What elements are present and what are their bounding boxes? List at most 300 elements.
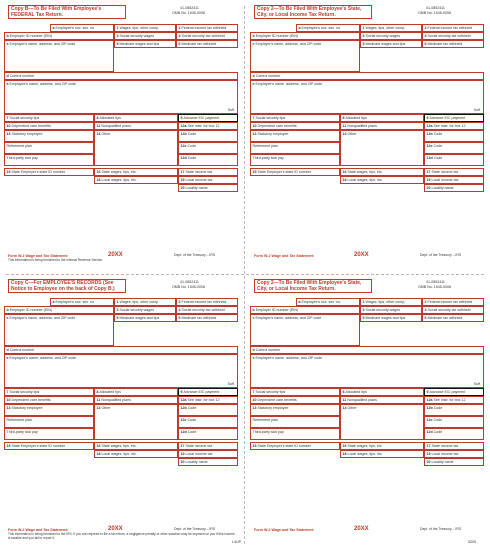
box-label: See instr. for box 12 [187,123,220,128]
box-b16[interactable] [94,168,178,176]
box-label: State income tax [431,443,459,448]
box-b8[interactable] [94,388,178,396]
box-number: 14 [342,405,347,410]
box-label: Federal income tax withheld [427,299,473,304]
box-number: 10 [252,397,257,402]
suffix-label: Suff. [473,107,481,112]
box-number: 7 [6,389,9,394]
box-number: 1 [362,299,365,304]
box-b18[interactable] [340,176,424,184]
box-b18[interactable] [340,450,424,458]
box-number: 4 [424,307,427,312]
box-label: Medicare wages and tips [365,41,406,46]
box-e[interactable] [4,80,238,114]
box-b8[interactable] [94,114,178,122]
box-b1[interactable] [114,298,176,306]
box-number: 16 [96,443,101,448]
omb-number: OMB No. 1545-0008 [172,11,205,15]
horizontal-perforation [6,274,484,275]
tax-year: 20XX [354,526,369,532]
box-label: Social security tax withheld [427,33,471,38]
box-number: 12c [180,417,187,422]
box-label: Local wages, tips, etc. [347,177,383,182]
box-label: Locality name [431,185,454,190]
box-label: Employer's name, address, and ZIP code [255,315,322,320]
box-b8[interactable] [340,388,424,396]
box-b7[interactable] [4,114,94,122]
box-b14[interactable] [340,130,424,166]
box-label: Nonqualified plans [101,397,131,402]
box-b20[interactable] [424,458,484,466]
box-b9[interactable] [178,388,238,396]
box-label: Employee's soc. sec. no. [55,299,96,304]
box-number: 18 [96,451,101,456]
box-number: 4 [178,33,181,38]
box-b13b[interactable] [4,416,94,428]
box-b18[interactable] [94,450,178,458]
box-label: Social security wages [119,33,155,38]
box-label: Employer ID number (EIN) [255,33,299,38]
box-c12d[interactable] [178,154,238,166]
box-label: Local income tax [185,177,213,182]
box-b[interactable] [250,306,360,314]
box-label: Other [101,405,111,410]
department: Dept. of the Treasury – IRS [174,253,216,257]
box-c12c[interactable] [178,416,238,428]
box-b12a[interactable] [424,396,484,404]
box-label: Code [187,429,197,434]
box-label: Code [187,155,197,160]
box-b17[interactable] [424,168,484,176]
w2-copy-4 [250,278,484,540]
box-b5[interactable] [360,40,422,48]
box-b6[interactable] [176,40,238,48]
box-b13c[interactable] [250,428,340,440]
box-b14[interactable] [94,404,178,440]
box-d[interactable] [4,346,238,354]
copy-footer [8,528,238,538]
box-label: Medicare wages and tips [365,315,406,320]
box-b13c[interactable] [250,154,340,166]
box-a[interactable] [50,298,114,306]
box-b6[interactable] [422,314,484,322]
box-number: d [6,73,9,78]
box-b11[interactable] [340,122,424,130]
box-b9[interactable] [424,114,484,122]
box-c12d[interactable] [424,428,484,440]
box-label: Code [433,417,443,422]
box-b2[interactable] [176,24,238,32]
w2-copy-3 [4,278,238,540]
box-b3[interactable] [114,32,176,40]
box-b5[interactable] [114,314,176,322]
box-number: 5 [362,315,365,320]
copy-title: Copy C—For EMPLOYEE'S RECORDS (See Notice to Employee on the back of Copy B.) [8,279,126,293]
box-number: 18 [342,451,347,456]
box-d[interactable] [250,346,484,354]
box-a[interactable] [296,298,360,306]
box-b15[interactable] [4,442,94,450]
box-b13b[interactable] [250,416,340,428]
box-number: 15 [252,443,257,448]
box-b13b[interactable] [250,142,340,154]
box-e[interactable] [250,80,484,114]
suffix-label: Suff. [227,381,235,386]
box-label: Social security tips [255,389,286,394]
box-number: 1 [362,25,365,30]
box-b12a[interactable] [178,396,238,404]
box-b4[interactable] [176,306,238,314]
box-label: Third-party sick pay [252,429,284,434]
box-b13a[interactable] [4,130,94,142]
box-number: b [6,33,9,38]
box-number: 9 [180,115,183,120]
box-label: Code [433,131,443,136]
box-number: 9 [426,115,429,120]
box-label: Third-party sick pay [6,429,38,434]
box-label: Employee's soc. sec. no. [301,299,342,304]
box-label: Employer ID number (EIN) [9,307,53,312]
box-label: Social security wages [119,307,155,312]
box-label: Other [101,131,111,136]
copy-footer [254,528,484,538]
box-b11[interactable] [94,396,178,404]
box-label: Third-party sick pay [6,155,38,160]
box-c12c[interactable] [424,416,484,428]
box-label: Advance EIC payment [183,389,220,394]
tax-year: 20XX [108,252,123,258]
box-number: 7 [252,389,255,394]
box-label: Employee's name, address, and ZIP code [9,355,77,360]
box-label: Social security tips [9,115,40,120]
box-label: Nonqualified plans [347,123,377,128]
box-label: Locality name [431,459,454,464]
box-number: c [252,41,255,46]
box-b[interactable] [4,306,114,314]
box-number: 17 [426,443,431,448]
box-label: Employer's name, address, and ZIP code [9,41,76,46]
box-number: 10 [252,123,257,128]
box-number: c [252,315,255,320]
box-number: d [6,347,9,352]
box-label: Advance EIC payment [429,115,466,120]
box-number: b [252,33,255,38]
copy-title: Copy B—To Be Filed With Employee's FEDERAL Tax Return. [8,5,126,19]
department: Dept. of the Treasury – IRS [174,527,216,531]
box-label: Code [433,155,443,160]
box-label: Social security wages [365,33,401,38]
box-number: 8 [96,389,99,394]
box-number: a [298,299,301,304]
box-e[interactable] [4,354,238,388]
box-b11[interactable] [94,122,178,130]
box-label: Medicare tax withheld [181,315,217,320]
box-label: Wages, tips, other comp. [365,25,406,30]
box-b17[interactable] [178,442,238,450]
box-number: e [252,81,255,86]
box-b15[interactable] [4,168,94,176]
form-code: 41-0852411 [180,280,199,284]
box-b4[interactable] [422,306,484,314]
box-label: Statutory employee [257,405,289,410]
box-label: Local wages, tips, etc. [347,451,383,456]
copy-title: Copy 2—To Be Filed With Employee's State, City, or Local Income Tax Return. [254,279,372,293]
form-name: Form W-2 Wage and Tax Statement [254,254,314,258]
box-label: Employer ID number (EIN) [255,307,299,312]
box-label: Employer's name, address, and ZIP code [9,315,76,320]
box-c12b[interactable] [424,130,484,142]
box-b7[interactable] [250,388,340,396]
vertical-perforation [244,6,245,544]
box-b16[interactable] [340,168,424,176]
box-b3[interactable] [360,32,422,40]
box-b9[interactable] [178,114,238,122]
box-b19[interactable] [178,176,238,184]
box-number: 9 [426,389,429,394]
box-label: Employee's name, address, and ZIP code [255,355,323,360]
box-e[interactable] [250,354,484,388]
box-d[interactable] [4,72,238,80]
department: Dept. of the Treasury – IRS [420,253,462,257]
box-b1[interactable] [114,24,176,32]
box-label: Employee's soc. sec. no. [55,25,96,30]
box-number: 17 [180,443,185,448]
box-number: e [6,81,9,86]
box-number: d [252,73,255,78]
box-c[interactable] [250,40,360,72]
box-label: Dependent care benefits [257,123,297,128]
box-b14[interactable] [340,404,424,440]
box-b5[interactable] [114,40,176,48]
box-b8[interactable] [340,114,424,122]
box-number: 6 [178,41,181,46]
w2-copy-2 [250,4,484,266]
form-name: Form W-2 Wage and Tax Statement [8,254,68,258]
box-number: 11 [342,123,347,128]
box-number: 15 [6,443,11,448]
box-b14[interactable] [94,130,178,166]
box-b5[interactable] [360,314,422,322]
box-number: b [252,307,255,312]
box-label: Allocated tips [345,389,367,394]
box-label: Code [433,405,443,410]
box-b12a[interactable] [424,122,484,130]
box-label: Federal income tax withheld [427,25,473,30]
box-number: 1 [116,299,119,304]
box-c[interactable] [4,314,114,346]
box-number: 2 [424,299,427,304]
box-b15[interactable] [250,168,340,176]
box-number: 2 [424,25,427,30]
box-label: Employee's name, address, and ZIP code [9,81,77,86]
tax-year: 20XX [108,526,123,532]
box-number: 18 [342,177,347,182]
box-b6[interactable] [422,40,484,48]
box-b1[interactable] [360,24,422,32]
box-b3[interactable] [114,306,176,314]
box-b10[interactable] [4,122,94,130]
box-a[interactable] [296,24,360,32]
box-label: Social security tax withheld [181,307,225,312]
box-number: 6 [424,315,427,320]
box-label: Medicare wages and tips [119,41,160,46]
box-b11[interactable] [340,396,424,404]
box-b13a[interactable] [250,404,340,416]
box-d[interactable] [250,72,484,80]
box-b13c[interactable] [4,428,94,440]
box-number: 13 [252,405,257,410]
box-number: 13 [252,131,257,136]
box-number: 20 [426,459,431,464]
box-label: Retirement plan [6,143,32,148]
box-c12b[interactable] [178,404,238,416]
box-b[interactable] [250,32,360,40]
box-number: 16 [342,443,347,448]
box-b7[interactable] [4,388,94,396]
box-b16[interactable] [94,442,178,450]
box-c12d[interactable] [178,428,238,440]
box-number: 12d [180,155,187,160]
box-label: Dependent care benefits [11,397,51,402]
w2-copy-1 [4,4,238,266]
box-b13c[interactable] [4,154,94,166]
box-b2[interactable] [176,298,238,306]
box-label: Medicare tax withheld [181,41,217,46]
omb-number: OMB No. 1545-0008 [418,285,451,289]
box-label: Other [347,131,357,136]
box-b6[interactable] [176,314,238,322]
box-c12b[interactable] [424,404,484,416]
box-label: Allocated tips [345,115,367,120]
tax-year: 20XX [354,252,369,258]
box-a[interactable] [50,24,114,32]
box-label: See instr. for box 12 [187,397,220,402]
box-b9[interactable] [424,388,484,396]
box-b3[interactable] [360,306,422,314]
box-number: 20 [180,459,185,464]
box-c12c[interactable] [424,142,484,154]
copy-footer [8,254,238,264]
box-b4[interactable] [422,32,484,40]
box-b16[interactable] [340,442,424,450]
box-b19[interactable] [424,176,484,184]
box-label: State wages, tips, etc. [101,443,137,448]
box-number: 12b [426,131,433,136]
box-b15[interactable] [250,442,340,450]
box-c12d[interactable] [424,154,484,166]
box-b20[interactable] [424,184,484,192]
box-number: 4 [178,307,181,312]
box-label: Control number [255,73,281,78]
box-label: State Employer's state ID number [257,169,312,174]
box-b2[interactable] [422,298,484,306]
box-b17[interactable] [424,442,484,450]
box-b2[interactable] [422,24,484,32]
box-number: 13 [6,405,11,410]
box-label: State wages, tips, etc. [347,169,383,174]
box-b13a[interactable] [4,404,94,416]
box-b19[interactable] [178,450,238,458]
box-c[interactable] [250,314,360,346]
box-label: Allocated tips [99,115,121,120]
box-number: 3 [116,307,119,312]
box-b12a[interactable] [178,122,238,130]
box-number: 12c [180,143,187,148]
box-number: e [252,355,255,360]
copy-header [250,278,484,298]
suffix-label: Suff. [473,381,481,386]
box-b10[interactable] [250,122,340,130]
box-b20[interactable] [178,458,238,466]
box-label: Local wages, tips, etc. [101,177,137,182]
box-number: 12a [426,397,433,402]
box-label: Local income tax [431,177,459,182]
box-c12b[interactable] [178,130,238,142]
box-label: Local income tax [431,451,459,456]
box-c12c[interactable] [178,142,238,154]
box-label: Employee's name, address, and ZIP code [255,81,323,86]
box-c[interactable] [4,40,114,72]
box-number: 12d [426,429,433,434]
box-number: 5 [362,41,365,46]
box-label: Control number [255,347,281,352]
box-label: State income tax [185,169,213,174]
box-b19[interactable] [424,450,484,458]
box-number: 1 [116,25,119,30]
box-number: 20 [180,185,185,190]
box-b13a[interactable] [250,130,340,142]
box-number: 7 [252,115,255,120]
box-number: 12a [180,397,187,402]
box-b10[interactable] [250,396,340,404]
box-label: Wages, tips, other comp. [119,25,160,30]
omb-number: OMB No. 1545-0008 [418,11,451,15]
box-number: a [52,299,55,304]
box-b7[interactable] [250,114,340,122]
box-b18[interactable] [94,176,178,184]
form-name: Form W-2 Wage and Tax Statement [8,528,68,532]
box-label: Medicare wages and tips [119,315,160,320]
box-number: 12b [180,131,187,136]
box-label: Nonqualified plans [347,397,377,402]
box-number: 10 [6,123,11,128]
box-b1[interactable] [360,298,422,306]
box-b10[interactable] [4,396,94,404]
box-label: Social security tips [255,115,286,120]
box-label: Advance EIC payment [429,389,466,394]
box-label: Social security wages [365,307,401,312]
box-label: Local income tax [185,451,213,456]
box-number: 2 [178,25,181,30]
sheet-code-right: 5205 [468,540,476,544]
box-b[interactable] [4,32,114,40]
box-number: 14 [342,131,347,136]
box-label: Code [433,429,443,434]
box-number: 19 [180,177,185,182]
box-b20[interactable] [178,184,238,192]
box-b4[interactable] [176,32,238,40]
box-b13b[interactable] [4,142,94,154]
box-number: 17 [426,169,431,174]
box-label: Statutory employee [11,405,43,410]
department: Dept. of the Treasury – IRS [420,527,462,531]
box-number: 8 [342,389,345,394]
box-number: 6 [424,41,427,46]
box-label: Locality name [185,185,208,190]
box-b17[interactable] [178,168,238,176]
omb-number: OMB No. 1545-0008 [172,285,205,289]
box-label: State income tax [431,169,459,174]
